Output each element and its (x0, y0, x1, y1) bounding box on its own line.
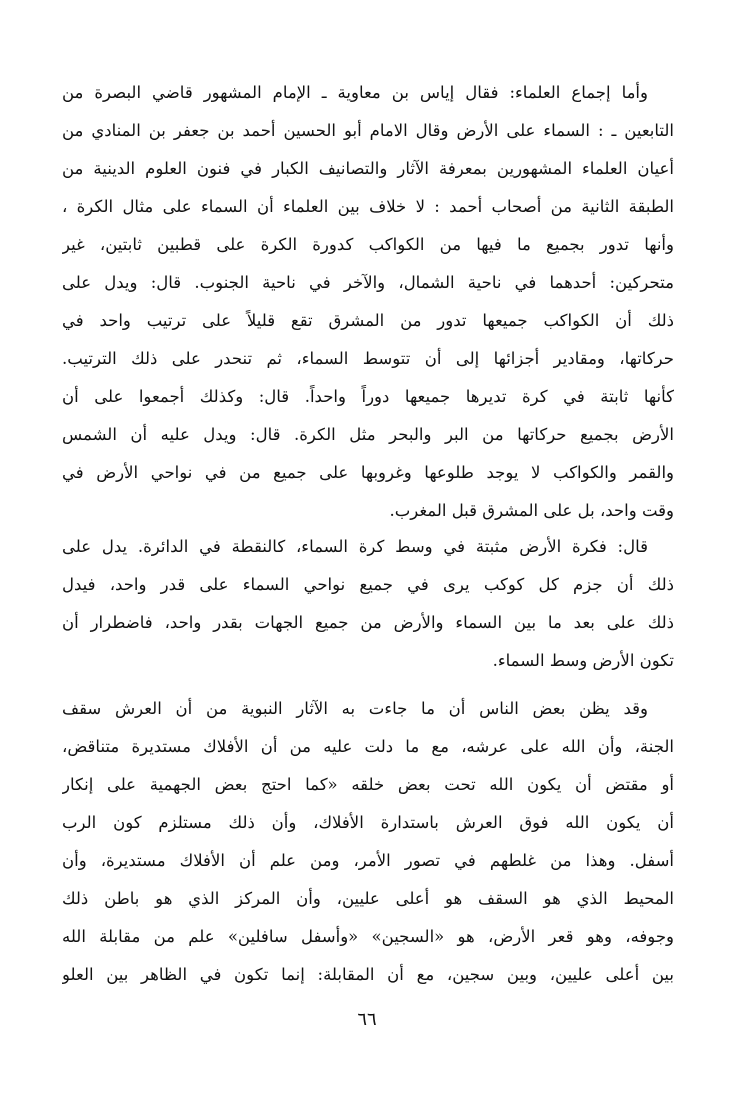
text-line: كأنها ثابتة في كرة تديرها جميعها دوراً واحداً. قال: وكذلك أجمعوا على أن (62, 387, 674, 406)
text-line: وقد يظن بعض الناس أن ما جاءت به الآثار النبوية من أن العرش سقف (62, 699, 648, 718)
paragraph-earth-center (62, 528, 674, 680)
text-line: الطبقة الثانية من أصحاب أحمد : لا خلاف بين العلماء أن السماء على مثال الكرة ، (62, 197, 674, 216)
text-line: وأنها تدور بجميع ما فيها من الكواكب كدورة الكرة على قطبين ثابتين، غير (62, 235, 674, 254)
text-line: ذلك على بعد ما بين السماء والأرض من جميع الجهات بقدر واحد، فاضطرار أن (62, 613, 674, 632)
paragraph-throne (62, 690, 674, 994)
text-line: أو مقتض أن يكون الله تحت بعض خلقه «كما احتج بعض الجهمية على إنكار (62, 775, 674, 794)
text-line: الجنة، وأن الله على عرشه، مع ما دلت عليه من أن الأفلاك مستديرة متناقض، (62, 737, 674, 756)
page-number: ٦٦ (357, 1009, 377, 1030)
text-line: قال: فكرة الأرض مثبتة في وسط كرة السماء، كالنقطة في الدائرة. يدل على (62, 537, 648, 556)
paragraph-ijma (62, 74, 674, 530)
text-line: المحيط الذي هو السقف هو أعلى عليين، وأن المركز الذي هو باطن ذلك (62, 889, 674, 908)
text-line: ذلك أن جزم كل كوكب يرى في جميع نواحي السماء على قدر واحد، فيدل (62, 575, 674, 594)
text-line: والقمر والكواكب لا يوجد طلوعها وغروبها على جميع من في نواحي الأرض في (62, 463, 674, 482)
text-line: بين أعلى عليين، وبين سجين، مع أن المقابلة: إنما تكون في الظاهر بين العلو (62, 965, 674, 984)
text-line: حركاتها، ومقادير أجزائها إلى أن تتوسط السماء، ثم تنحدر على ذلك الترتيب. (62, 349, 674, 368)
text-line: وقت واحد، بل على المشرق قبل المغرب. (389, 501, 674, 520)
text-line: أن يكون الله فوق العرش باستدارة الأفلاك، وأن ذلك مستلزم كون الرب (62, 813, 674, 832)
text-line: التابعين ـ : السماء على الأرض وقال الامام أبو الحسين أحمد بن جعفر بن المنادي من (62, 121, 674, 140)
text-line: الأرض بجميع حركاتها من البر والبحر مثل الكرة. قال: ويدل عليه أن الشمس (62, 425, 674, 444)
text-line: أعيان العلماء المشهورين بمعرفة الآثار والتصانيف الكبار في فنون العلوم الدينية من (62, 159, 674, 178)
text-line: وأما إجماع العلماء: فقال إياس بن معاوية ـ الإمام المشهور قاضي البصرة من (62, 83, 648, 102)
text-line: متحركين: أحدهما في ناحية الشمال، والآخر في ناحية الجنوب. قال: ويدل على (62, 273, 674, 292)
text-line: وجوفه، وهو قعر الأرض، هو «السجين» «وأسفل سافلين» علم من مقابلة الله (62, 927, 674, 946)
text-line: أسفل. وهذا من غلطهم في تصور الأمر، ومن علم أن الأفلاك مستديرة، وأن (62, 851, 674, 870)
text-line: تكون الأرض وسط السماء. (492, 651, 674, 670)
text-line: ذلك أن الكواكب جميعها تدور من المشرق تقع قليلاً على ترتيب واحد في (62, 311, 674, 330)
